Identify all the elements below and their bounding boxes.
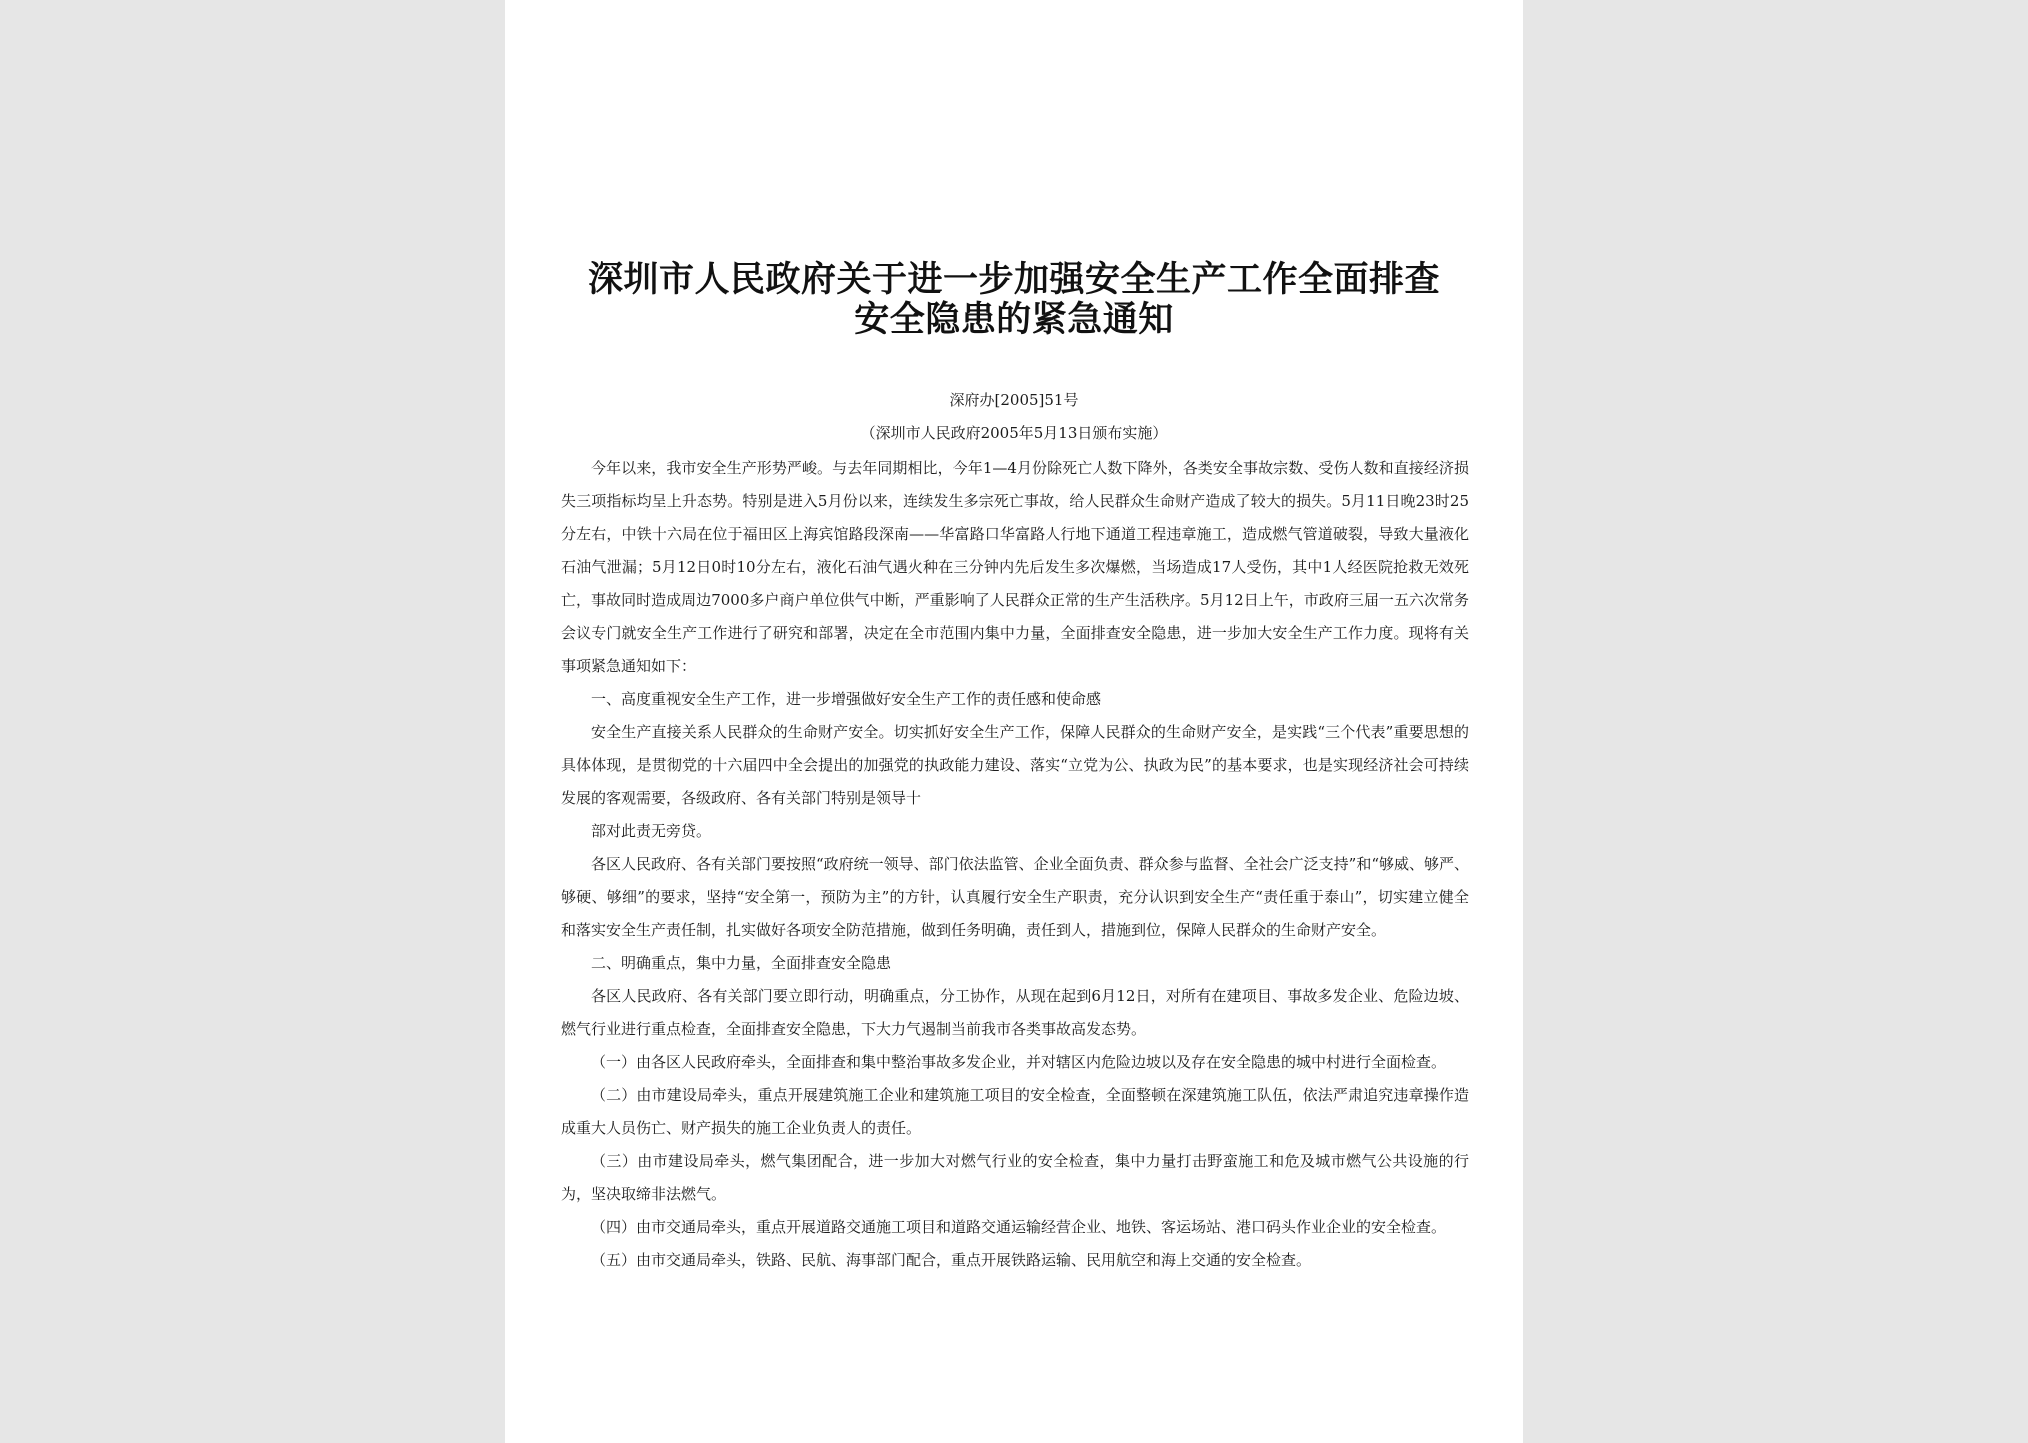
list-item: （五）由市交通局牵头，铁路、民航、海事部门配合，重点开展铁路运输、民用航空和海上交通的安全检查。 — [591, 1251, 1312, 1269]
document-number: 深府办[2005]51号 — [949, 391, 1079, 409]
paragraph: 部对此责无旁贷。 — [591, 822, 712, 840]
document-body — [561, 452, 1469, 1277]
list-item: （三）由市建设局牵头，燃气集团配合，进一步加大对燃气行业的安全检查，集中力量打击野蛮施工和危及城市燃气公共设施的行为，坚决取缔非法燃气。 — [561, 1152, 1469, 1203]
paragraph: 各区人民政府、各有关部门要按照“政府统一领导、部门依法监管、企业全面负责、群众参与监督、全社会广泛支持”和“够威、够严、够硬、够细”的要求，坚持“安全第一，预防为主”的方针，认真履行安全生产职责，充分认识到安全生产“责任重于泰山”，切实建立健全和落实安全生产责任制，扎实做好各项安全防范措施，做到任务明确，责任到人，措施到位，保障人民群众的生命财产安全。 — [561, 855, 1470, 939]
issue-note: （深圳市人民政府2005年5月13日颁布实施） — [860, 424, 1168, 442]
paragraph: 安全生产直接关系人民群众的生命财产安全。切实抓好安全生产工作，保障人民群众的生命财产安全，是实践“三个代表”重要思想的具体体现，是贯彻党的十六届四中全会提出的加强党的执政能力建设、落实“立党为公、执政为民”的基本要求，也是实现经济社会可持续发展的客观需要，各级政府、各有关部门特别是领导十 — [561, 723, 1469, 807]
paragraph: 各区人民政府、各有关部门要立即行动，明确重点，分工协作，从现在起到6月12日，对所有在建项目、事故多发企业、危险边坡、燃气行业进行重点检查，全面排查安全隐患，下大力气遏制当前我市各类事故高发态势。 — [561, 987, 1469, 1038]
paragraph-intro: 今年以来，我市安全生产形势严峻。与去年同期相比，今年1—4月份除死亡人数下降外，各类安全事故宗数、受伤人数和直接经济损失三项指标均呈上升态势。特别是进入5月份以来，连续发生多宗死亡事故，给人民群众生命财产造成了较大的损失。5月11日晚23时25分左右，中铁十六局在位于福田区上海宾馆路段深南——华富路口华富路人行地下通道工程违章施工，造成燃气管道破裂，导致大量液化石油气泄漏；5月12日0时10分左右，液化石油气遇火种在三分钟内先后发生多次爆燃，当场造成17人受伤，其中1人经医院抢救无效死亡，事故同时造成周边7000多户商户单位供气中断，严重影响了人民群众正常的生产生活秩序。5月12日上午，市政府三届一五六次常务会议专门就安全生产工作进行了研究和部署，决定在全市范围内集中力量，全面排查安全隐患，进一步加大安全生产工作力度。现将有关事项紧急通知如下： — [561, 459, 1469, 675]
document-title: 深圳市人民政府关于进一步加强安全生产工作全面排查安全隐患的紧急通知 — [587, 260, 1440, 340]
list-item: （一）由各区人民政府牵头，全面排查和集中整治事故多发企业，并对辖区内危险边坡以及存在安全隐患的城中村进行全面检查。 — [591, 1053, 1447, 1071]
list-item: （四）由市交通局牵头，重点开展道路交通施工项目和道路交通运输经营企业、地铁、客运场站、港口码头作业企业的安全检查。 — [591, 1218, 1447, 1236]
list-item: （二）由市建设局牵头，重点开展建筑施工企业和建筑施工项目的安全检查，全面整顿在深建筑施工队伍，依法严肃追究违章操作造成重大人员伤亡、财产损失的施工企业负责人的责任。 — [561, 1086, 1469, 1137]
document-page — [505, 0, 1523, 1443]
section-heading-2: 二、明确重点，集中力量，全面排查安全隐患 — [591, 954, 892, 972]
section-heading-1: 一、高度重视安全生产工作，进一步增强做好安全生产工作的责任感和使命感 — [591, 690, 1102, 708]
